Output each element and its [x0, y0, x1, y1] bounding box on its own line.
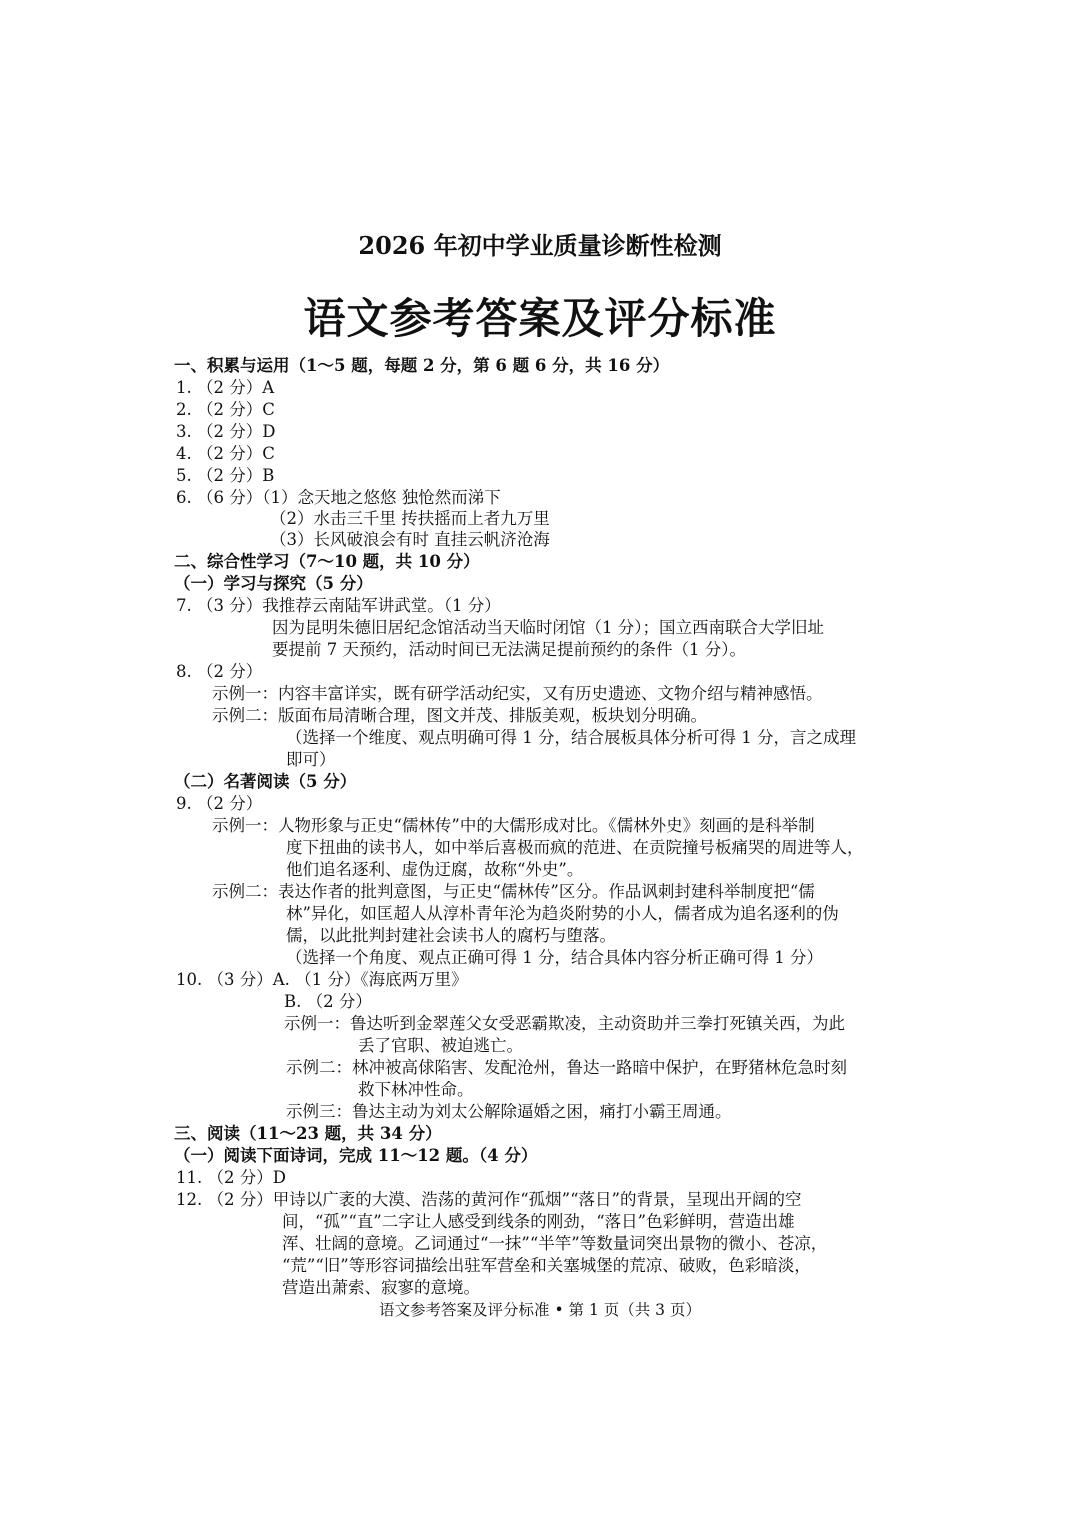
- answer-line: 1. （2 分）A: [176, 378, 275, 397]
- example-line: 林”异化，如匡超人从淳朴青年沦为趋炎附势的小人，儒者成为追名逐利的伪: [286, 904, 839, 923]
- example-line: 示例一：鲁达听到金翠莲父女受恶霸欺凌，主动资助并三拳打死镇关西，为此: [284, 1014, 845, 1033]
- answer-line: 9. （2 分）: [176, 794, 263, 813]
- scoring-note: （选择一个维度、观点明确可得 1 分，结合展板具体分析可得 1 分，言之成理: [286, 728, 856, 747]
- example-line: 示例二：表达作者的批判意图，与正史“儒林传”区分。作品讽刺封建科举制度把“儒: [212, 882, 815, 901]
- answer-line: B. （2 分）: [284, 992, 372, 1011]
- answer-line: 要提前 7 天预约，活动时间已无法满足提前预约的条件（1 分）。: [272, 640, 746, 659]
- subsection-heading: （一）学习与探究（5 分）: [174, 574, 373, 593]
- example-line: 丢了官职、被迫逃亡。: [358, 1036, 523, 1055]
- example-line: 示例二：版面布局清晰合理，图文并茂、排版美观，板块划分明确。: [212, 706, 707, 725]
- example-line: 儒，以此批判封建社会读书人的腐朽与堕落。: [286, 926, 616, 945]
- answer-line: 浑、壮阔的意境。乙词通过“一抹”“半竿”等数量词突出景物的微小、苍凉，: [282, 1234, 828, 1253]
- example-line: 度下扭曲的读书人，如中举后喜极而疯的范进、在贡院撞号板痛哭的周进等人，: [286, 838, 864, 857]
- answer-line: 4. （2 分）C: [176, 444, 275, 463]
- example-line: 他们追名逐利、虚伪迂腐，故称“外史”。: [286, 860, 584, 879]
- scoring-note: 即可）: [286, 750, 336, 769]
- section-heading: 三、阅读（11～23 题，共 34 分）: [174, 1124, 442, 1143]
- answer-line: “荒”“旧”等形容词描绘出驻军营垒和关塞城堡的荒凉、破败，色彩暗淡，: [282, 1256, 811, 1275]
- answer-line: 间，“孤”“直”二字让人感受到线条的刚劲，“落日”色彩鲜明，营造出雄: [282, 1212, 795, 1231]
- example-line: 救下林冲性命。: [358, 1080, 474, 1099]
- answer-line: 12. （2 分）甲诗以广袤的大漠、浩荡的黄河作“孤烟”“落日”的背景，呈现出开阔的空: [176, 1190, 802, 1209]
- answer-line: 11. （2 分）D: [176, 1168, 286, 1187]
- section-heading: 二、综合性学习（7～10 题，共 10 分）: [174, 552, 480, 571]
- answer-line: （2）水击三千里 抟扶摇而上者九万里: [270, 509, 550, 528]
- answer-line: （3）长风破浪会有时 直挂云帆济沧海: [270, 530, 550, 549]
- answer-line: 8. （2 分）: [176, 662, 263, 681]
- scoring-note: （选择一个角度、观点正确可得 1 分，结合具体内容分析正确可得 1 分）: [286, 948, 823, 967]
- subsection-heading: （一）阅读下面诗词，完成 11～12 题。（4 分）: [174, 1146, 538, 1165]
- example-line: 示例三：鲁达主动为刘太公解除逼婚之困，痛打小霸王周通。: [286, 1102, 732, 1121]
- answer-line: 6. （6 分）（1）念天地之悠悠 独怆然而涕下: [176, 488, 501, 507]
- document-title: 语文参考答案及评分标准: [303, 294, 777, 343]
- subsection-heading: （二）名著阅读（5 分）: [174, 772, 357, 791]
- example-line: 示例一：内容丰富详实，既有研学活动纪实，又有历史遗迹、文物介绍与精神感悟。: [212, 684, 823, 703]
- exam-title: 2026 年初中学业质量诊断性检测: [358, 231, 722, 260]
- answer-line: 5. （2 分）B: [176, 466, 275, 485]
- answer-line: 10. （3 分）A. （1 分）《海底两万里》: [176, 970, 468, 989]
- example-line: 示例一：人物形象与正史“儒林传”中的大儒形成对比。《儒林外史》刻画的是科举制: [212, 816, 815, 835]
- example-line: 示例二：林冲被高俅陷害、发配沧州，鲁达一路暗中保护，在野猪林危急时刻: [286, 1058, 847, 1077]
- answer-line: 因为昆明朱德旧居纪念馆活动当天临时闭馆（1 分）；国立西南联合大学旧址: [272, 618, 824, 637]
- answer-line: 营造出萧索、寂寥的意境。: [282, 1278, 480, 1297]
- answer-line: 7. （3 分）我推荐云南陆军讲武堂。（1 分）: [176, 596, 501, 615]
- page-footer: 语文参考答案及评分标准 • 第 1 页（共 3 页）: [379, 1301, 701, 1319]
- section-heading: 一、积累与运用（1～5 题，每题 2 分，第 6 题 6 分，共 16 分）: [174, 356, 670, 375]
- answer-line: 3. （2 分）D: [176, 422, 276, 441]
- answer-line: 2. （2 分）C: [176, 400, 275, 419]
